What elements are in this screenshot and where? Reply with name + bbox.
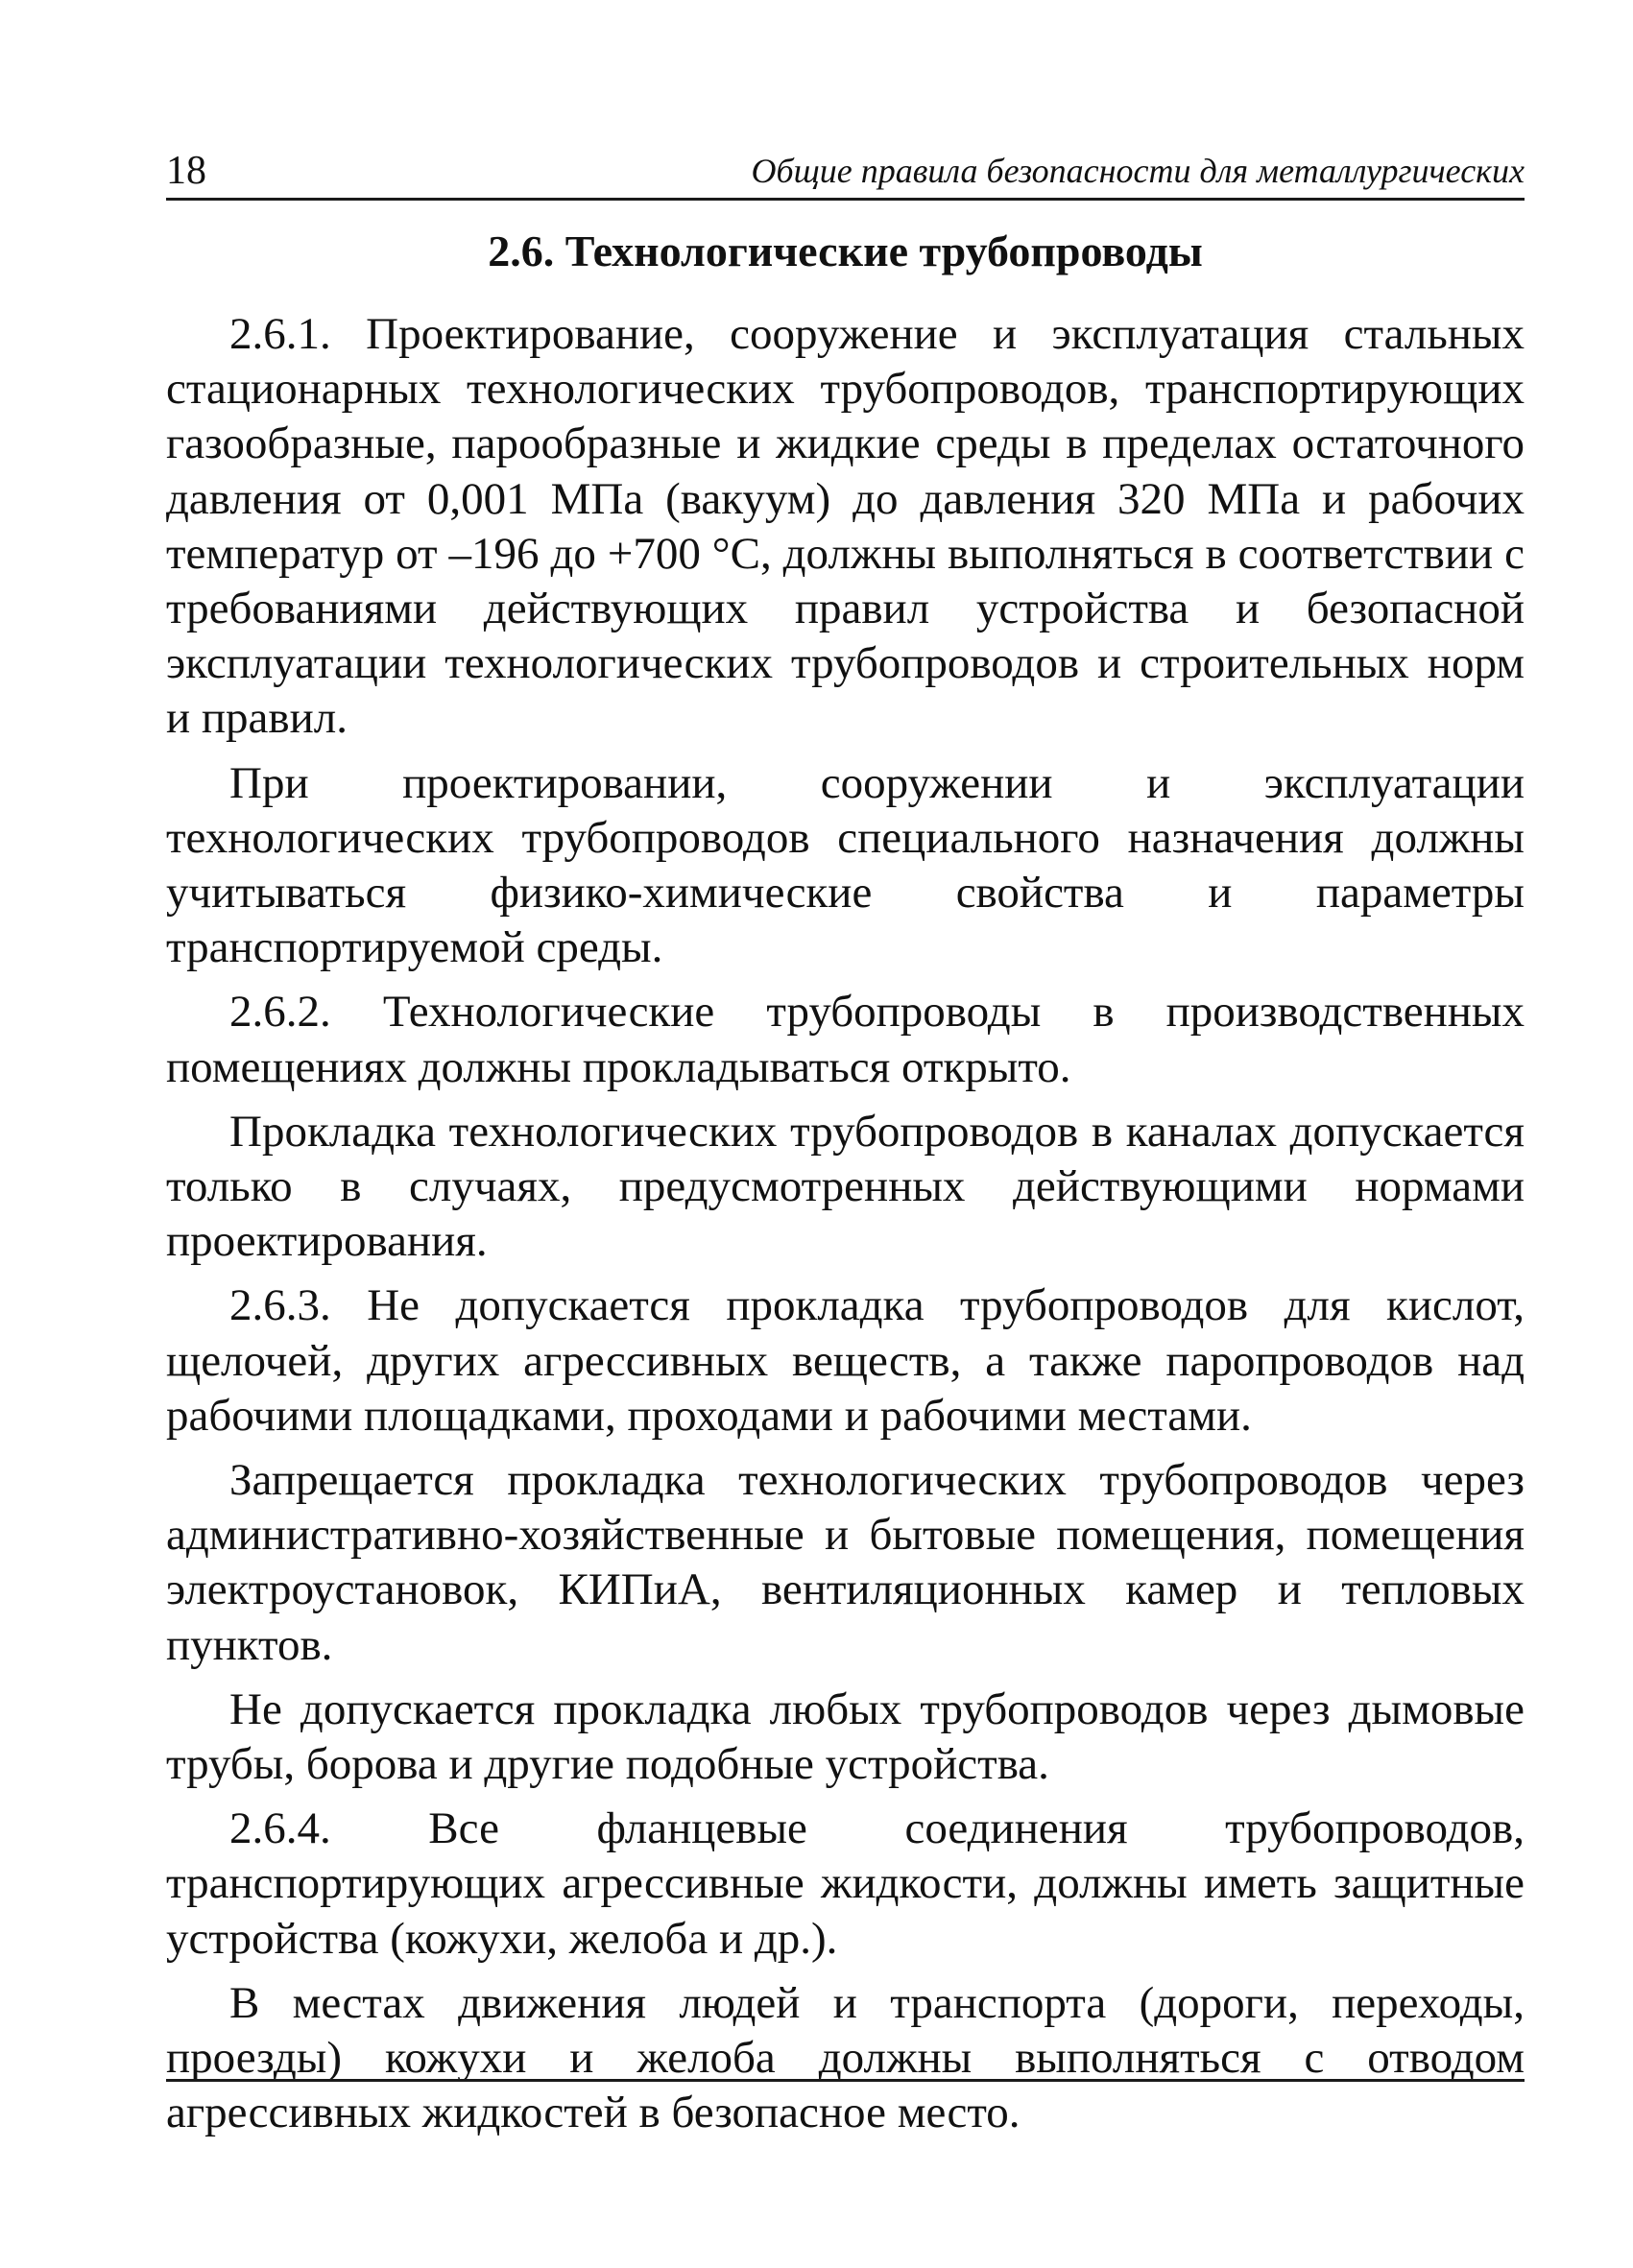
running-title: Общие правила безопасности для металлургических	[751, 152, 1525, 190]
bottom-rule	[166, 2079, 1525, 2082]
paragraph-2-6-4: 2.6.4. Все фланцевые соединения трубопроводов, транспортирующих агрессивные жидкости, должны иметь защитные устройства (кожухи, желоба и др.).	[166, 1803, 1525, 1964]
paragraph-prohibited-rooms: Запрещается прокладка технологических трубопроводов через административно-хозяйственные и бытовые помещения, помещения электроустановок, КИПиА, вентиляционных камер и тепловых пунктов.	[166, 1455, 1525, 1670]
page-number: 18	[166, 149, 206, 193]
paragraph-special-purpose: При проектировании, сооружении и эксплуатации технологических трубопроводов специального назначения должны учитываться физико-химические свойства и параметры транспортируемой среды.	[166, 757, 1525, 973]
paragraph-2-6-2: 2.6.2. Технологические трубопроводы в производственных помещениях должны прокладываться открыто.	[166, 987, 1525, 1092]
paragraph-2-6-3: 2.6.3. Не допускается прокладка трубопроводов для кислот, щелочей, других агрессивных веществ, а также паропроводов над рабочими площадками, проходами и рабочими местами.	[166, 1280, 1525, 1441]
body-text	[166, 307, 1525, 2151]
paragraph-chimneys: Не допускается прокладка любых трубопроводов через дымовые трубы, борова и другие подобные устройства.	[166, 1683, 1525, 1790]
document-page	[166, 0, 1525, 2268]
paragraph-traffic-places: В местах движения людей и транспорта (дороги, переходы, проезды) кожухи и желоба должны выполняться с отводом агрессивных жидкостей в безопасное место.	[166, 1977, 1525, 2138]
paragraph-2-6-1: 2.6.1. Проектирование, сооружение и эксплуатация стальных стационарных технологических трубопроводов, транспортирующих газообразные, парообразные и жидкие среды в пределах остаточного давления от 0,001 МПа (вакуум) до давления 320 МПа и рабочих температур от –196 до +700 °С, должны выполняться в соответствии с требованиями действующих правил устройства и безопасной эксплуатации технологических трубопроводов и строительных норм и правил.	[166, 309, 1525, 744]
running-header	[166, 144, 1525, 201]
section-title: 2.6. Технологические трубопроводы	[488, 227, 1203, 275]
paragraph-channels: Прокладка технологических трубопроводов в каналах допускается только в случаях, предусмотренных действующими нормами проектирования.	[166, 1106, 1525, 1267]
